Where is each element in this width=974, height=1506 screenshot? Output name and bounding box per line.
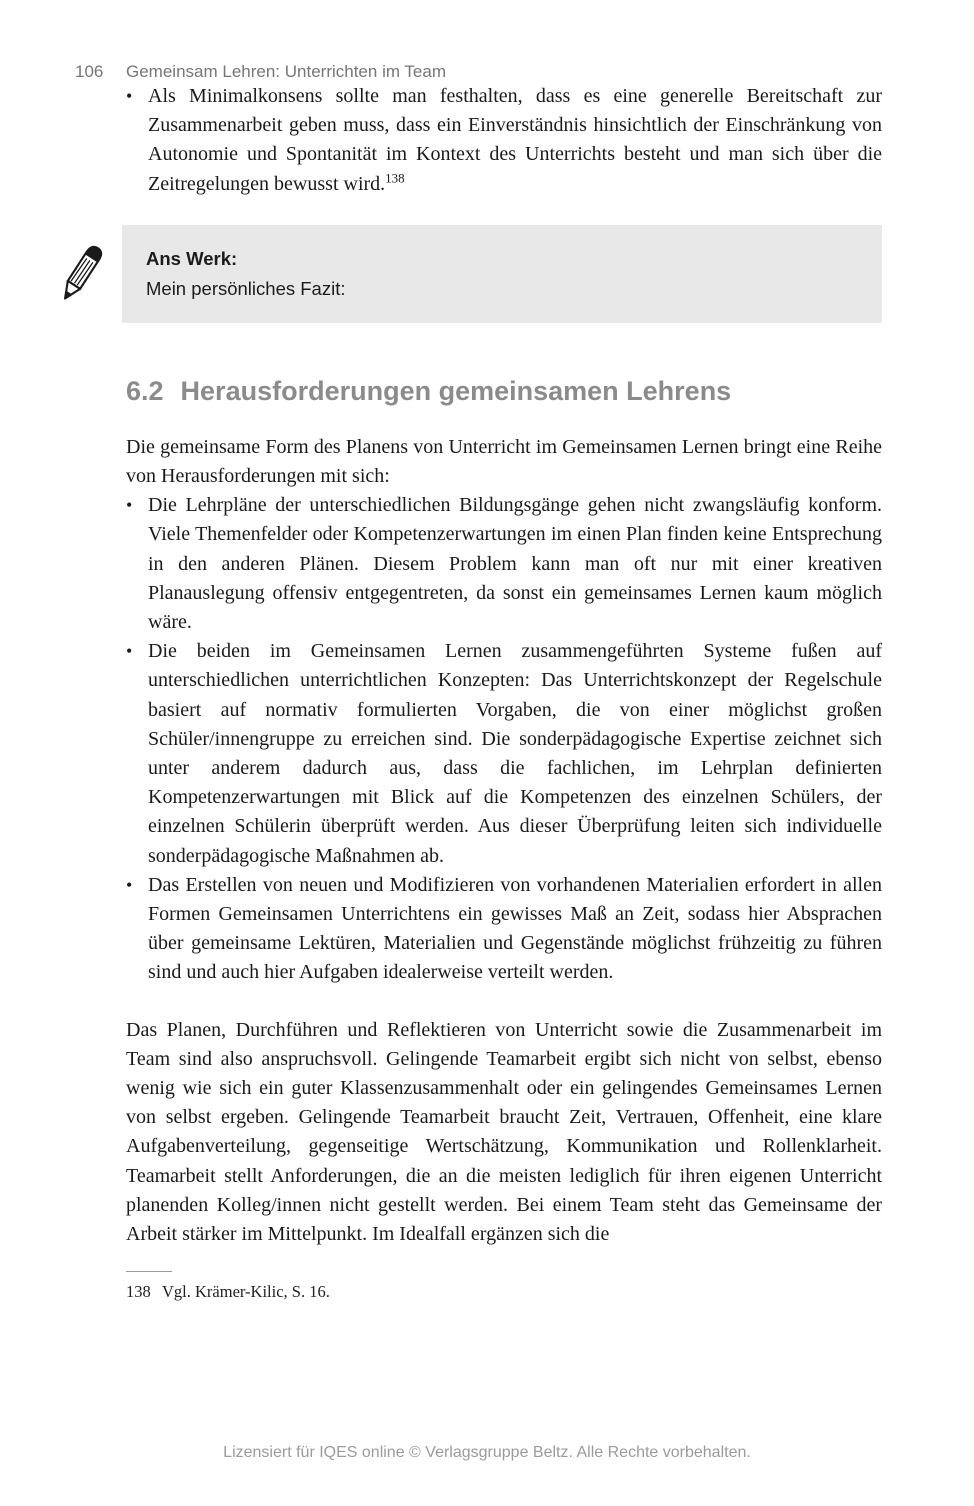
closing-paragraph: Das Planen, Durchführen und Reflektieren von Unterricht sowie die Zusammenarbeit im Team sind also anspruchsvoll. Gelingende Teamarbeit ergibt sich nicht von selbst, ebenso wenig wie sich ein guter Klassenzusammenhalt oder ein gelingendes Gemeinsames Lernen von selbst ergeben. Gelingende Teamarbeit braucht Zeit, Vertrauen, Offenheit, eine klare Aufgabenverteilung, gegenseitige Wertschätzung, Kommunikation und Rollenklarheit. Teamarbeit stellt Anforderungen, die an die meisten lediglich für ihren eigenen Unterricht planenden Kolleg/innen nicht gestellt werden. Bei einem Team steht das Gemeinsame der Arbeit stärker im Mittelpunkt. Im Idealfall ergänzen sich die [126,1018,882,1246]
list-item-text: Das Erstellen von neuen und Modifizieren von vorhandenen Materialien erfordert in allen Formen Gemeinsamen Unterrichtens ein gewisses Maß an Zeit, sodass hier Absprachen über gemeinsame Lektüren, Materialien und Gegenstände möglichst frühzeitig zu führen sind und auch hier Aufgaben idealerweise verteilt werden. [148,873,882,984]
bullet-marker: • [126,641,133,662]
section-heading [126,375,882,407]
callout-box [122,225,882,323]
pencil-icon [55,238,122,310]
footnote-text: Vgl. Krämer-Kilic, S. 16. [162,1282,330,1302]
running-title: Gemeinsam Lehren: Unterrichten im Team [126,62,446,81]
callout-title: Ans Werk: [146,247,238,269]
footnote [126,1281,882,1303]
bullet-marker: • [126,86,133,106]
footnote-divider [126,1271,172,1272]
callout-ans-werk [55,225,882,323]
list-item-text: Als Minimalkonsens sollte man festhalten, dass es eine generelle Bereitschaft zur Zusammenarbeit geben muss, dass ein Einverständnis hinsichtlich der Einschränkung von Autonomie und Spontanität im Kontext des Unterrichts besteht und man sich über die Zeitregelungen bewusst wird.$^{138}$ [148,85,882,195]
list-item-text: Die beiden im Gemeinsamen Lernen zusammengeführten Systeme fußen auf unterschiedlichen unterrichtlichen Konzepten: Das Unterrichtskonzept der Regelschule basiert auf normativ formulierten Vorgaben, die von einer möglichst großen Schüler/innengruppe zu erreichen sind. Die sonderpädagogische Expertise zeichnet sich unter anderem dadurch aus, dass die fachlichen, im Lehrplan definierten Kompetenzerwartungen mit Blick auf die Kompetenzen des einzelnen Schülers, der einzelnen Schülerin überprüft werden. Aus dieser Überprüfung leiten sich individuelle sonderpädagogische Maßnahmen ab. [148,640,882,867]
footnote-number: 138 [126,1282,151,1302]
bullet-marker: • [126,495,133,516]
section-title: Herausforderungen gemeinsamen Lehrens [180,375,732,406]
list-item [126,637,882,871]
list-item-text: Die Lehrpläne der unterschiedlichen Bildungsgänge gehen nicht zwangsläufig konform. Viele Themenfelder oder Kompetenzerwartungen im einen Plan finden keine Entsprechung in den anderen Plänen. Diesem Problem kann man oft nur mit einer kreativen Planauslegung offensiv entgegentreten, da sonst ein gemeinsames Lernen kaum möglich wäre. [148,494,882,634]
challenges-bullet-list [126,491,882,987]
callout-body: Mein persönliches Fazit: [146,277,346,299]
footnote-reference: 138 [385,169,405,185]
list-item [126,871,882,988]
lead-paragraph: Die gemeinsame Form des Planens von Unterricht im Gemeinsamen Lernen bringt eine Reihe von Herausforderungen mit sich: [126,435,882,488]
list-item [126,491,882,637]
page-header [0,0,974,82]
footnote-block [126,1271,882,1303]
intro-bullet-list [126,82,882,199]
page-number: 106 [75,62,104,81]
list-item [126,82,882,199]
bullet-marker: • [126,874,133,895]
license-footer: Lizensiert für IQES online © Verlagsgruppe Beltz. Alle Rechte vorbehalten. [223,1444,751,1461]
section-number: 6.2 [126,375,164,406]
